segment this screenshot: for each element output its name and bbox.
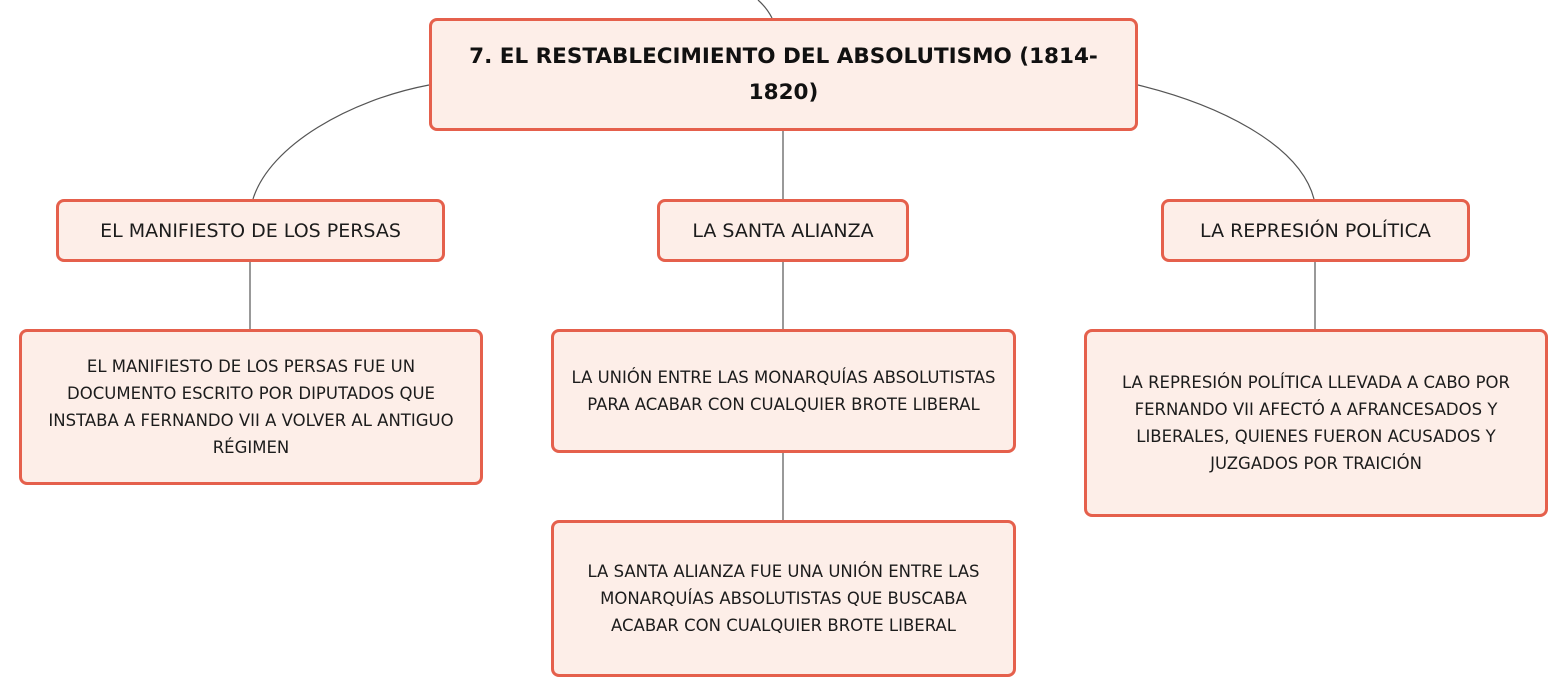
- connector-parent-to-root: [758, 0, 772, 18]
- detail-text: LA SANTA ALIANZA FUE UNA UNIÓN ENTRE LAS MONARQUÍAS ABSOLUTISTAS QUE BUSCABA ACABAR CON CUALQUIER BROTE LIBERAL: [587, 562, 980, 635]
- branch-label: LA REPRESIÓN POLÍTICA: [1200, 219, 1431, 242]
- detail-text: LA UNIÓN ENTRE LAS MONARQUÍAS ABSOLUTISTAS PARA ACABAR CON CUALQUIER BROTE LIBERAL: [571, 368, 996, 414]
- detail-text: EL MANIFIESTO DE LOS PERSAS FUE UN DOCUMENTO ESCRITO POR DIPUTADOS QUE INSTABA A FERNANDO VII A VOLVER AL ANTIGUO RÉGIMEN: [48, 357, 454, 457]
- root-topic-node[interactable]: [429, 18, 1138, 131]
- detail-node-represion-politica[interactable]: [1084, 329, 1548, 517]
- detail-node-manifiesto-persas[interactable]: [19, 329, 483, 485]
- detail-node-santa-alianza-definition[interactable]: [551, 329, 1016, 453]
- branch-label: LA SANTA ALIANZA: [692, 219, 874, 242]
- branch-node-santa-alianza[interactable]: [657, 199, 909, 262]
- detail-node-santa-alianza-description[interactable]: [551, 520, 1016, 677]
- detail-text: LA REPRESIÓN POLÍTICA LLEVADA A CABO POR FERNANDO VII AFECTÓ A AFRANCESADOS Y LIBERALES, QUIENES FUERON ACUSADOS Y JUZGADOS POR TRAICIÓN: [1121, 373, 1511, 473]
- root-topic-text: 7. EL RESTABLECIMIENTO DEL ABSOLUTISMO (1814-1820): [469, 43, 1098, 105]
- connector-root-to-represion: [1138, 85, 1314, 199]
- branch-label: EL MANIFIESTO DE LOS PERSAS: [100, 219, 401, 242]
- branch-node-represion-politica[interactable]: [1161, 199, 1470, 262]
- branch-node-manifiesto-persas[interactable]: [56, 199, 445, 262]
- connector-root-to-manifiesto: [253, 85, 429, 199]
